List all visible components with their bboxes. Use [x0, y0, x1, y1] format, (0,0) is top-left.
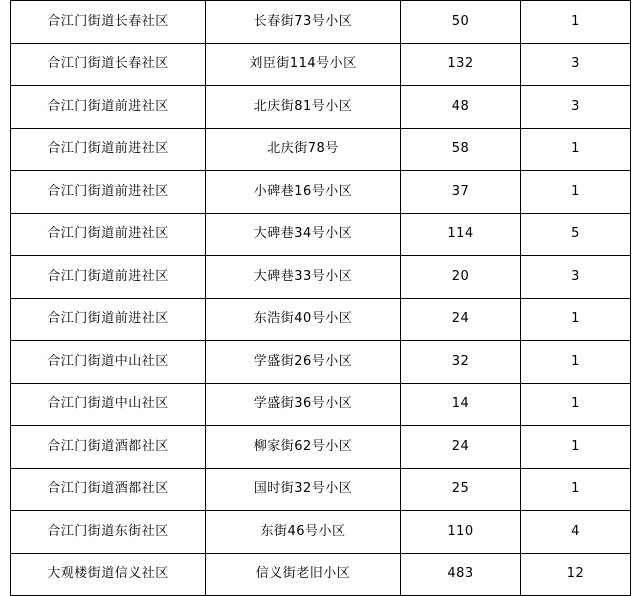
cell-compound: 小碑巷16号小区: [206, 171, 401, 214]
table-row: [11, 1, 631, 44]
cell-cases: 5: [521, 213, 631, 256]
cell-households: 32: [401, 341, 521, 384]
cell-compound: 大碑巷33号小区: [206, 256, 401, 299]
cell-households: 114: [401, 213, 521, 256]
cell-community: 合江门街道中山社区: [11, 341, 206, 384]
table-row: [11, 256, 631, 299]
cell-households: 24: [401, 298, 521, 341]
table-body: [11, 1, 631, 596]
cell-compound: 柳家街62号小区: [206, 426, 401, 469]
table-row: [11, 86, 631, 129]
cell-cases: 1: [521, 383, 631, 426]
cell-households: 50: [401, 1, 521, 44]
cell-cases: 3: [521, 256, 631, 299]
cell-cases: 1: [521, 298, 631, 341]
cell-compound: 北庆街81号小区: [206, 86, 401, 129]
table-row: [11, 213, 631, 256]
table-row: [11, 43, 631, 86]
cell-community: 合江门街道前进社区: [11, 256, 206, 299]
cell-compound: 信义街老旧小区: [206, 553, 401, 596]
cell-cases: 1: [521, 468, 631, 511]
cell-community: 合江门街道酒都社区: [11, 468, 206, 511]
cell-households: 58: [401, 128, 521, 171]
cell-compound: 国时街32号小区: [206, 468, 401, 511]
cell-households: 24: [401, 426, 521, 469]
cell-cases: 1: [521, 341, 631, 384]
table-row: [11, 553, 631, 596]
cell-cases: 1: [521, 128, 631, 171]
table-row: [11, 468, 631, 511]
cell-compound: 长春街73号小区: [206, 1, 401, 44]
cell-community: 合江门街道前进社区: [11, 171, 206, 214]
cell-community: 合江门街道东街社区: [11, 511, 206, 554]
cell-cases: 3: [521, 43, 631, 86]
cell-cases: 4: [521, 511, 631, 554]
cell-households: 132: [401, 43, 521, 86]
cell-community: 合江门街道前进社区: [11, 128, 206, 171]
cell-cases: 1: [521, 1, 631, 44]
cell-compound: 学盛街26号小区: [206, 341, 401, 384]
cell-compound: 学盛街36号小区: [206, 383, 401, 426]
cell-cases: 12: [521, 553, 631, 596]
cell-community: 合江门街道长春社区: [11, 43, 206, 86]
table-row: [11, 298, 631, 341]
cell-households: 25: [401, 468, 521, 511]
table-row: [11, 511, 631, 554]
community-compound-table: [10, 0, 631, 596]
cell-community: 合江门街道前进社区: [11, 86, 206, 129]
cell-community: 合江门街道中山社区: [11, 383, 206, 426]
cell-community: 合江门街道前进社区: [11, 298, 206, 341]
cell-community: 大观楼街道信义社区: [11, 553, 206, 596]
cell-community: 合江门街道酒都社区: [11, 426, 206, 469]
table-row: [11, 383, 631, 426]
cell-community: 合江门街道长春社区: [11, 1, 206, 44]
cell-households: 110: [401, 511, 521, 554]
cell-households: 37: [401, 171, 521, 214]
cell-compound: 东浩街40号小区: [206, 298, 401, 341]
cell-compound: 北庆街78号: [206, 128, 401, 171]
cell-compound: 东街46号小区: [206, 511, 401, 554]
cell-households: 14: [401, 383, 521, 426]
cell-compound: 刘臣街114号小区: [206, 43, 401, 86]
table-row: [11, 128, 631, 171]
table-row: [11, 426, 631, 469]
cell-compound: 大碑巷34号小区: [206, 213, 401, 256]
cell-households: 48: [401, 86, 521, 129]
cell-cases: 3: [521, 86, 631, 129]
cell-community: 合江门街道前进社区: [11, 213, 206, 256]
cell-cases: 1: [521, 426, 631, 469]
table-row: [11, 341, 631, 384]
cell-households: 20: [401, 256, 521, 299]
cell-cases: 1: [521, 171, 631, 214]
cell-households: 483: [401, 553, 521, 596]
table-row: [11, 171, 631, 214]
